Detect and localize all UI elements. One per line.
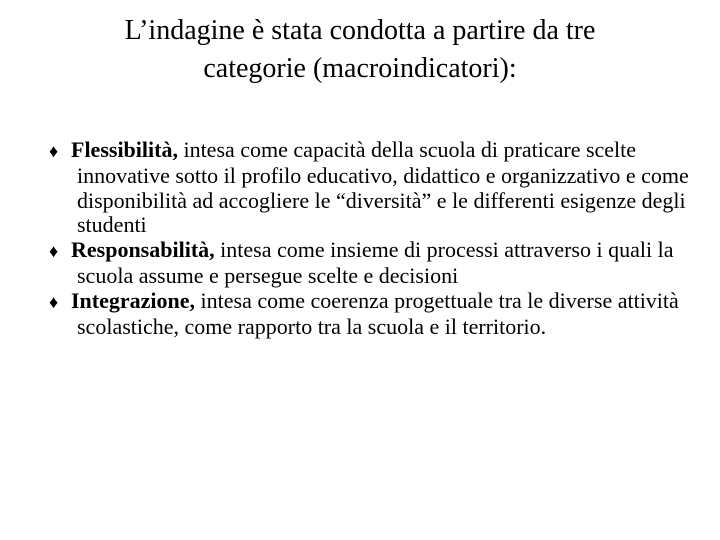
bullet-term: Integrazione,	[71, 287, 196, 313]
bullet-term: Responsabilità,	[71, 237, 215, 263]
bullet-text: intesa come capacità della scuola di praticare scelte innovative sotto il profilo educativo, didattico e organizzativo e come disponibilità ad accogliere le “diversità” e le differenti esigenze degli studenti	[77, 137, 689, 238]
slide-title	[20, 12, 700, 88]
title-line-2: categorie (macroindicatori):	[203, 53, 517, 84]
bullet-item-flessibilita	[49, 138, 699, 238]
bullet-list	[49, 138, 699, 339]
bullet-text: intesa come coerenza progettuale tra le diverse attività scolastiche, come rapporto tra la scuola e il territorio.	[77, 287, 679, 339]
diamond-bullet-icon: ♦	[49, 141, 59, 161]
bullet-item-integrazione	[49, 289, 699, 340]
bullet-term: Flessibilità,	[71, 137, 178, 162]
diamond-bullet-icon: ♦	[49, 291, 59, 312]
title-line-1: L’indagine è stata condotta a partire da tre	[124, 15, 596, 46]
bullet-item-responsabilita	[49, 238, 699, 289]
bullet-text: intesa come insieme di processi attraverso i quali la scuola assume e persegue scelte e decisioni	[77, 237, 674, 288]
diamond-bullet-icon: ♦	[49, 241, 59, 262]
